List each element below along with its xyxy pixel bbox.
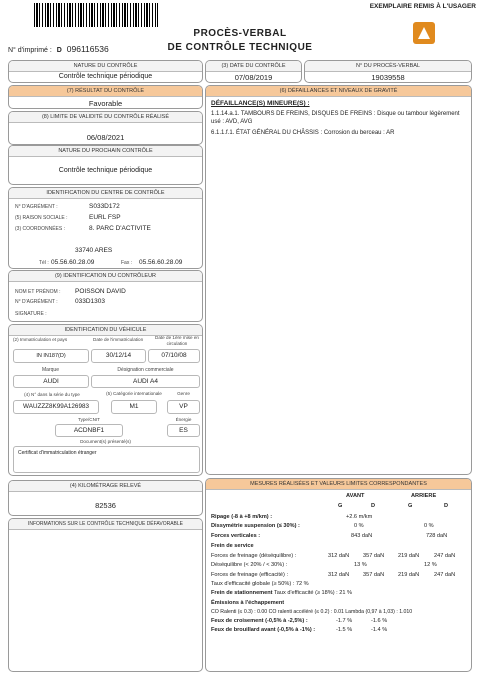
validite-header: (8) LIMITE DE VALIDITÉ DU CONTRÔLE RÉALISÉ (9, 112, 202, 123)
documents-label: Document(s) présenté(s) (80, 439, 131, 444)
energie-label: Énergie (175, 417, 192, 422)
brouillard-g: -1.5 % (336, 627, 353, 633)
forces-verticales-label: Forces verticales : (211, 533, 261, 539)
immat-field: IN IN187(D) (13, 349, 89, 363)
kilometrage-value: 82536 (95, 501, 116, 510)
imprime-letter: D (56, 47, 62, 54)
centre-tel-label: Tél : (39, 260, 49, 266)
defaillances-header: (6) DÉFAILLANCES ET NIVEAUX DE GRAVITÉ (206, 86, 471, 97)
date-header: (3) DATE DU CONTRÔLE (206, 61, 301, 72)
title-line-1: PROCÈS-VERBAL (193, 28, 287, 39)
nature-value: Contrôle technique périodique (58, 73, 153, 80)
desequ-arriere: 12 % (424, 562, 437, 568)
arriere-label: ARRIERE (411, 493, 437, 499)
emissions-label: Émissions à l'échappement (211, 600, 285, 606)
fd-avant-g: 312 daN (328, 553, 350, 559)
genre-label: Genre (177, 391, 190, 396)
fd-arriere-g: 219 daN (398, 553, 420, 559)
validite-box (8, 111, 203, 145)
type-field: ACDNBF1 (55, 424, 123, 437)
vehicule-header: IDENTIFICATION DU VÉHICULE (9, 325, 202, 336)
arriere-d-label: D (444, 503, 449, 509)
croisement-d: -1.6 % (371, 618, 388, 624)
imprime-label: N° d'imprimé : (8, 47, 52, 54)
frein-service-label: Frein de service (211, 543, 254, 549)
centre-box (8, 187, 203, 269)
croisement-label: Feux de croisement (-0,5% à -2,5%) : (211, 618, 308, 624)
exemplaire-label: EXEMPLAIRE REMIS À L'USAGER (369, 3, 476, 10)
dissym-avant: 0 % (354, 523, 364, 529)
fd-avant-d: 357 daN (363, 553, 385, 559)
desequ-label: Déséquilibre (< 20% / < 30%) : (211, 562, 288, 568)
date-value: 07/08/2019 (234, 73, 273, 82)
pv-header: N° DU PROCÈS-VERBAL (305, 61, 471, 72)
centre-raison-value: EURL FSP (89, 214, 121, 221)
defaillance-item-2: 6.1.1.f.1. ÉTAT GÉNÉRAL DU CHÂSSIS : Corrosion du berceau : AR (211, 130, 395, 136)
infos-box (8, 518, 203, 672)
prochain-value: Contrôle technique périodique (58, 167, 153, 174)
controleur-agrement-value: 033D1303 (75, 298, 105, 305)
arriere-g-label: G (408, 503, 413, 509)
avant-label: AVANT (346, 493, 365, 499)
pv-box (304, 60, 472, 83)
taux-global: Taux d'efficacité globale (≥ 50%) : 72 % (211, 581, 309, 587)
defaillances-title: DÉFAILLANCE(S) MINEURE(S) : (211, 100, 310, 107)
vin-label: (4) N° dans la série du type (24, 392, 80, 397)
centre-ville: 33740 ARES (75, 247, 113, 254)
imprime-number: 096116536 (66, 44, 109, 54)
resultat-value: Favorable (88, 99, 123, 108)
controleur-nom-label: NOM ET PRÉNOM : (15, 289, 61, 295)
kilometrage-box (8, 480, 203, 516)
date-immat-label: Date de l'immatriculation (93, 337, 144, 342)
controleur-nom-value: POISSON DAVID (75, 288, 126, 295)
cat-label: (5) Catégorie internationale (106, 391, 162, 396)
mesures-header: MESURES RÉALISÉES ET VALEURS LIMITES CORRESPONDANTES (206, 479, 471, 490)
dissym-label: Dissymétrie suspension (≤ 30%) : (211, 523, 300, 529)
fe-avant-g: 312 daN (328, 572, 350, 578)
immat-label: (2) Immatriculation et pays (13, 337, 68, 342)
defaillance-item-1: 1.1.14.a.1. TAMBOURS DE FREINS, DISQUES DE FREINS : Disque ou tambour légèrement usé : AVD, AVG (211, 111, 460, 125)
barcode (34, 3, 158, 27)
ripage-value: +2.6 m/km (346, 514, 373, 520)
centre-raison-label: (5) RAISON SOCIALE : (15, 215, 68, 221)
pv-value: 19039558 (371, 73, 405, 82)
dissym-arriere: 0 % (424, 523, 434, 529)
designation-label: Désignation commerciale (117, 367, 174, 373)
type-label: Type/CNIT (78, 417, 100, 422)
forces-verticales-arriere: 728 daN (426, 533, 448, 539)
date-immat-field: 30/12/14 (91, 349, 146, 363)
vehicule-box (8, 324, 203, 476)
date-mec-label: Date de 1ère mise en circulation (155, 335, 199, 346)
centre-agrement-label: N° D'AGRÉMENT : (15, 204, 58, 210)
controleur-header: (9) IDENTIFICATION DU CONTRÔLEUR (9, 271, 202, 282)
nature-header: NATURE DU CONTRÔLE (9, 61, 202, 72)
designation-field: AUDI A4 (91, 375, 200, 388)
defaillances-box (205, 85, 472, 475)
mesures-box (205, 478, 472, 672)
co-line: CO Ralenti (≤ 0.3) : 0.00 CO ralenti accéléré (≤ 0.2) : 0.01 Lambda (0,97 à 1,03) : 1.010 (211, 609, 413, 615)
cat-field: M1 (111, 400, 157, 414)
date-box (205, 60, 302, 83)
ripage-label: Ripage (-8 à +8 m/km) : (211, 514, 273, 520)
frein-stationnement (211, 590, 352, 596)
centre-coord-label: (3) COORDONNÉES : (15, 226, 66, 232)
centre-fax-label: Fax : (121, 260, 133, 266)
prochain-header: NATURE DU PROCHAIN CONTRÔLE (9, 146, 202, 157)
frein-stationnement-label: Frein de stationnement (211, 590, 273, 596)
resultat-header: (7) RÉSULTAT DU CONTRÔLE (9, 86, 202, 97)
brouillard-d: -1.4 % (371, 627, 388, 633)
avant-d-label: D (371, 503, 376, 509)
desequ-avant: 13 % (354, 562, 367, 568)
kilometrage-header: (4) KILOMÉTRAGE RELEVÉ (9, 481, 202, 492)
centre-tel-value: 05.56.60.28.09 (51, 259, 95, 266)
marque-label: Marque (42, 367, 59, 373)
forces-desequ-label: Forces de freinage (déséquilibre) : (211, 553, 297, 559)
genre-field: VP (167, 400, 200, 414)
controleur-signature-label: SIGNATURE : (15, 311, 47, 317)
infos-header: INFORMATIONS SUR LE CONTRÔLE TECHNIQUE DÉFAVORABLE (9, 519, 202, 530)
documents-value: Certificat d'immatriculation étranger (18, 450, 97, 456)
imprime-row (8, 44, 109, 54)
avant-g-label: G (338, 503, 343, 509)
fe-avant-d: 357 daN (363, 572, 385, 578)
energie-field: ES (167, 424, 200, 437)
fe-arriere-g: 219 daN (398, 572, 420, 578)
centre-agrement-value: S033D172 (89, 203, 120, 210)
vin-field: WAUZZZ8K99A126983 (13, 400, 99, 414)
title-line-2: DE CONTRÔLE TECHNIQUE (167, 42, 313, 53)
forces-eff-label: Forces de freinage (efficacité) : (211, 572, 289, 578)
prochain-box (8, 145, 203, 185)
centre-fax-value: 05.56.60.28.09 (139, 259, 183, 266)
centre-coord-value: 8. PARC D'ACTIVITE (89, 225, 151, 232)
croisement-g: -1.7 % (336, 618, 353, 624)
frein-stationnement-value: Taux d'efficacité (≥ 18%) : 21 % (274, 590, 353, 596)
controleur-agrement-label: N° D'AGRÉMENT : (15, 299, 58, 305)
brouillard-label: Feux de brouillard avant (-0,5% à -1%) : (211, 627, 316, 633)
nature-box (8, 60, 203, 83)
validite-value: 06/08/2021 (86, 133, 125, 142)
marque-field: AUDI (13, 375, 89, 388)
controleur-box (8, 270, 203, 322)
forces-verticales-avant: 843 daN (351, 533, 373, 539)
date-mec-field: 07/10/08 (148, 349, 200, 363)
resultat-box (8, 85, 203, 109)
fd-arriere-d: 247 daN (434, 553, 456, 559)
fe-arriere-d: 247 daN (434, 572, 456, 578)
centre-header: IDENTIFICATION DU CENTRE DE CONTRÔLE (9, 188, 202, 199)
documents-field (13, 446, 200, 473)
